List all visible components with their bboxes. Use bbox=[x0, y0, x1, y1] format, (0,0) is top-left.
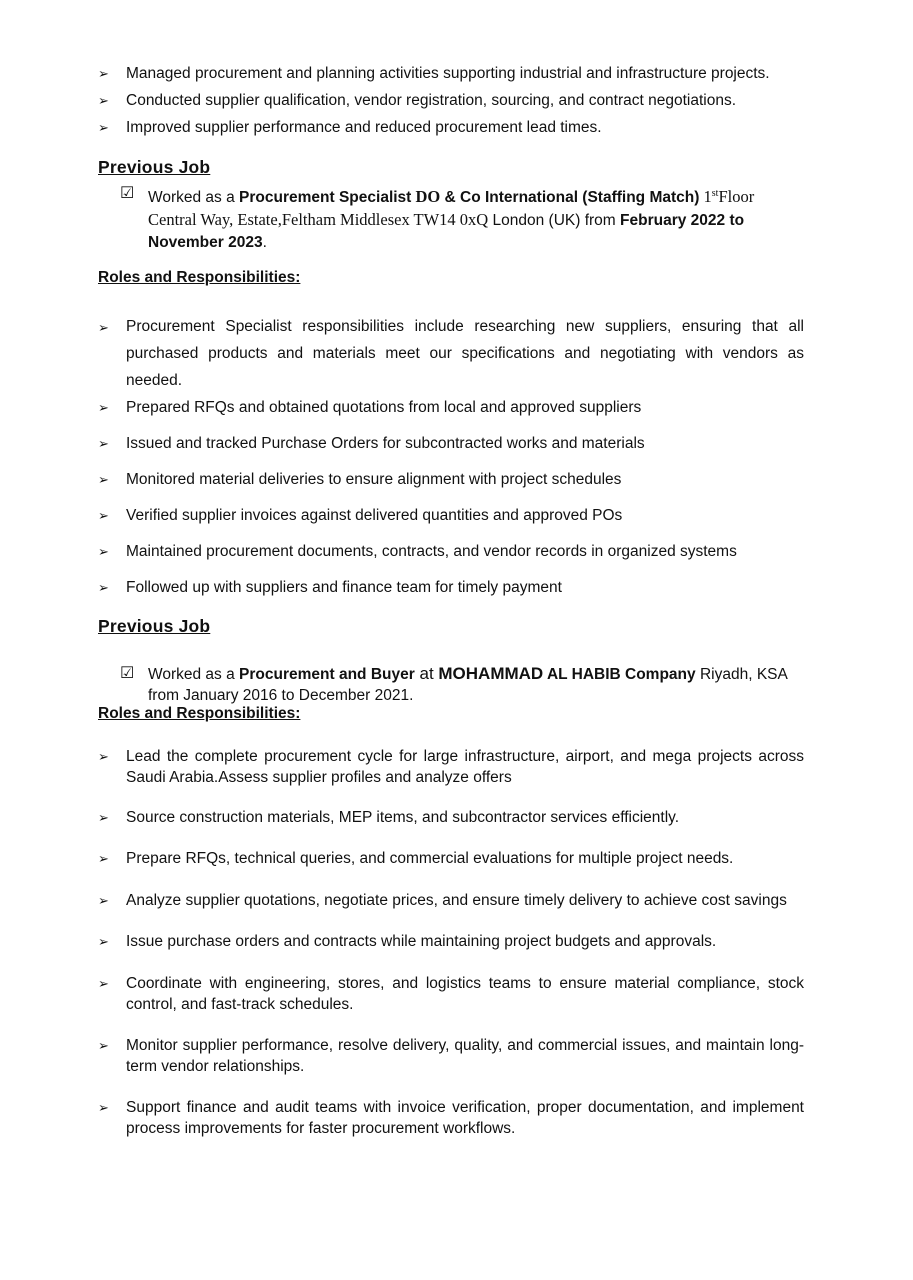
bullet-arrow-icon: ➢ bbox=[98, 1100, 109, 1115]
bullet-arrow-icon: ➢ bbox=[98, 472, 109, 487]
list-item: Prepare RFQs, technical queries, and commercial evaluations for multiple project needs. bbox=[126, 850, 734, 867]
job-description: Worked as a Procurement Specialist DO & Co International (Staffing Match) 1stFloor Central Way, Estate,Feltham Middlesex TW14 0xQ London (UK) from February 2022 to November 2023. bbox=[148, 187, 755, 252]
bullet-arrow-icon: ➢ bbox=[98, 749, 109, 764]
bullet-arrow-icon: ➢ bbox=[98, 810, 109, 825]
bullet-arrow-icon: ➢ bbox=[98, 544, 109, 559]
list-item: Monitored material deliveries to ensure alignment with project schedules bbox=[126, 471, 622, 488]
roles-heading: Roles and Responsibilities: bbox=[98, 705, 301, 722]
bullet-arrow-icon: ➢ bbox=[98, 66, 109, 81]
list-item: Prepared RFQs and obtained quotations from local and approved suppliers bbox=[126, 399, 642, 416]
bullet-arrow-icon: ➢ bbox=[98, 436, 109, 451]
bullet-arrow-icon: ➢ bbox=[98, 93, 109, 108]
bullet-arrow-icon: ➢ bbox=[98, 1038, 109, 1053]
checkbox-icon: ☑ bbox=[120, 665, 135, 682]
list-item: Improved supplier performance and reduced procurement lead times. bbox=[126, 119, 602, 136]
list-item: Coordinate with engineering, stores, and logistics teams to ensure material compliance, stock control, and fast-track schedules. bbox=[126, 975, 804, 1013]
bullet-arrow-icon: ➢ bbox=[98, 400, 109, 415]
bullet-arrow-icon: ➢ bbox=[98, 320, 109, 335]
list-item: Followed up with suppliers and finance team for timely payment bbox=[126, 579, 562, 596]
list-item: Lead the complete procurement cycle for large infrastructure, airport, and mega projects across Saudi Arabia.Assess supplier profiles and analyze offers bbox=[126, 748, 804, 786]
bullet-arrow-icon: ➢ bbox=[98, 120, 109, 135]
section-heading-previous-job: Previous Job bbox=[98, 157, 211, 177]
list-item: Monitor supplier performance, resolve delivery, quality, and commercial issues, and maintain long-term vendor relationships. bbox=[126, 1037, 804, 1075]
list-item: Verified supplier invoices against delivered quantities and approved POs bbox=[126, 507, 623, 524]
list-item: Source construction materials, MEP items, and subcontractor services efficiently. bbox=[126, 809, 680, 826]
list-item: Support finance and audit teams with invoice verification, proper documentation, and implement process improvements for faster procurement workflows. bbox=[126, 1099, 804, 1137]
bullet-arrow-icon: ➢ bbox=[98, 976, 109, 991]
bullet-arrow-icon: ➢ bbox=[98, 934, 109, 949]
job-description: Worked as a Procurement and Buyer at MOHAMMAD AL HABIB Company Riyadh, KSA from January 2016 to December 2021. bbox=[148, 664, 788, 704]
bullet-arrow-icon: ➢ bbox=[98, 851, 109, 866]
checkbox-icon: ☑ bbox=[120, 185, 135, 202]
list-item: Issued and tracked Purchase Orders for subcontracted works and materials bbox=[126, 435, 645, 452]
list-item: Issue purchase orders and contracts while maintaining project budgets and approvals. bbox=[126, 933, 717, 950]
list-item: Analyze supplier quotations, negotiate prices, and ensure timely delivery to achieve cost savings bbox=[126, 892, 787, 909]
bullet-arrow-icon: ➢ bbox=[98, 580, 109, 595]
list-item: Conducted supplier qualification, vendor registration, sourcing, and contract negotiations. bbox=[126, 92, 737, 109]
bullet-arrow-icon: ➢ bbox=[98, 893, 109, 908]
roles-heading: Roles and Responsibilities: bbox=[98, 269, 301, 286]
section-heading-previous-job: Previous Job bbox=[98, 616, 211, 636]
list-item: Managed procurement and planning activities supporting industrial and infrastructure projects. bbox=[126, 65, 770, 82]
list-item: Maintained procurement documents, contracts, and vendor records in organized systems bbox=[126, 543, 737, 560]
bullet-arrow-icon: ➢ bbox=[98, 508, 109, 523]
list-item: Procurement Specialist responsibilities include researching new suppliers, ensuring that all purchased products and materials meet our specifications and negotiating with vendors as needed. bbox=[126, 318, 804, 389]
